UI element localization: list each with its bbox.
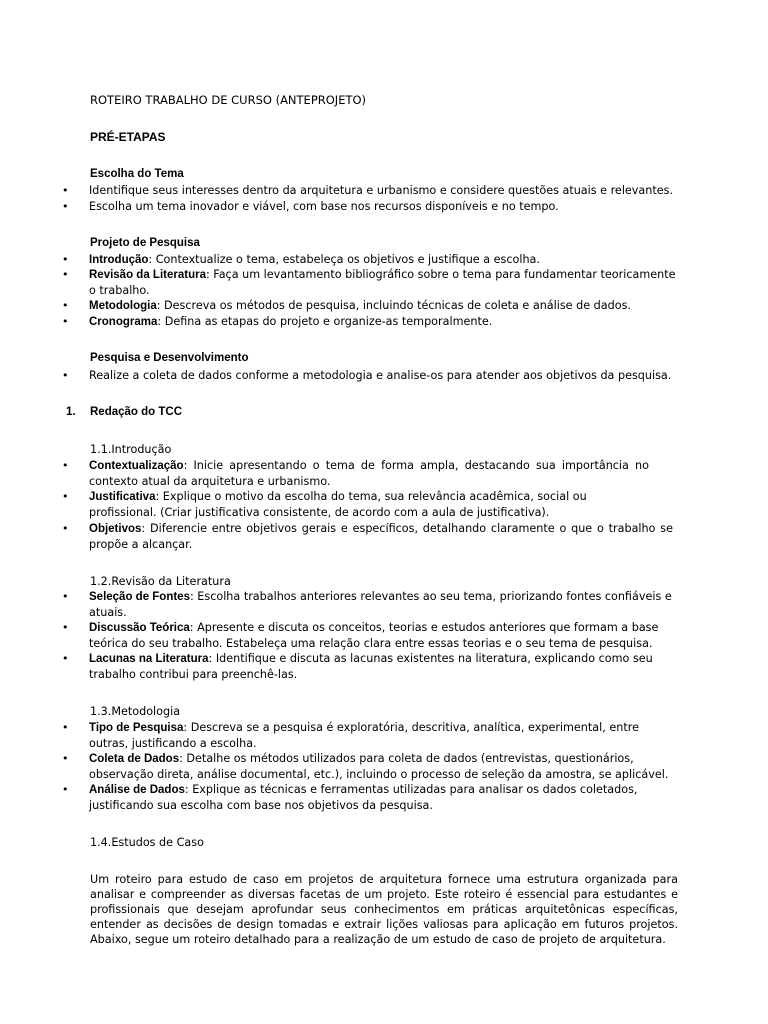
bullet: • [62, 315, 69, 328]
list-item [89, 314, 683, 330]
list-item [89, 521, 673, 552]
item-label: Coleta de Dados [89, 753, 180, 765]
list-item [89, 782, 683, 813]
bullet: • [62, 459, 69, 472]
item-text: : Diferencie entre objetivos gerais e específicos, detalhando claramente o que o trabalho se propõe a alcançar. [89, 522, 673, 551]
escolha-tema-heading: Escolha do Tema [90, 168, 184, 180]
list-item: Escolha um tema inovador e viável, com base nos recursos disponíveis e no tempo. [89, 200, 559, 213]
bullet: • [62, 721, 69, 734]
item-text: : Contextualize o tema, estabeleça os objetivos e justifique a escolha. [148, 253, 540, 266]
item-label: Objetivos [89, 523, 142, 535]
item-label: Análise de Dados [89, 784, 185, 796]
bullet: • [62, 652, 69, 665]
list-item [89, 489, 599, 520]
item-text: : Identifique e discuta as lacunas existentes na literatura, explicando como seu trabalho contribui para preenchê-las. [89, 652, 653, 681]
item-label: Revisão da Literatura [89, 269, 206, 281]
item-text: : Descreva os métodos de pesquisa, incluindo técnicas de coleta e análise de dados. [156, 299, 631, 312]
bullet: • [62, 299, 69, 312]
item-text: : Apresente e discuta os conceitos, teorias e estudos anteriores que formam a base teórica do seu trabalho. Estabeleça uma relação clara entre essas teorias e o seu tema de pesquisa. [89, 621, 659, 650]
section-number: 1. [66, 406, 76, 418]
item-text: : Explique as técnicas e ferramentas utilizadas para analisar os dados coletados, justificando sua escolha com base nos objetivos da pesquisa. [89, 783, 638, 812]
item-label: Cronograma [89, 316, 158, 328]
bullet: • [62, 268, 69, 281]
list-item [89, 720, 659, 751]
projeto-pesquisa-heading: Projeto de Pesquisa [90, 237, 200, 249]
list-item: Identifique seus interesses dentro da arquitetura e urbanismo e considere questões atuais e relevantes. [89, 184, 674, 197]
revisao-heading: 1.2.Revisão da Literatura [90, 575, 231, 588]
bullet: • [62, 369, 69, 382]
bullet: • [62, 590, 69, 603]
redacao-heading: Redação do TCC [90, 406, 183, 418]
item-label: Contextualização [89, 460, 184, 472]
item-label: Seleção de Fontes [89, 591, 190, 603]
pre-etapas-heading: PRÉ-ETAPAS [90, 130, 166, 144]
estudos-caso-heading: 1.4.Estudos de Caso [90, 836, 204, 849]
list-item [89, 620, 683, 651]
bullet: • [62, 752, 69, 765]
list-item [89, 751, 683, 782]
list-item [89, 267, 683, 298]
item-text: : Defina as etapas do projeto e organize-as temporalmente. [157, 315, 493, 328]
introducao-heading: 1.1.Introdução [90, 443, 172, 456]
bullet: • [62, 184, 69, 197]
metodologia-heading: 1.3.Metodologia [90, 705, 181, 718]
document-title: ROTEIRO TRABALHO DE CURSO (ANTEPROJETO) [90, 93, 367, 107]
item-label: Tipo de Pesquisa [89, 722, 184, 734]
bullet: • [62, 783, 69, 796]
bullet: • [62, 490, 69, 503]
item-text: : Descreva se a pesquisa é exploratória, descritiva, analítica, experimental, entre outras, justificando a escolha. [89, 721, 639, 750]
bullet: • [62, 253, 69, 266]
item-label: Lacunas na Literatura [89, 653, 209, 665]
list-item [89, 651, 683, 682]
item-label: Justificativa [89, 491, 156, 503]
bullet: • [62, 200, 69, 213]
list-item [89, 298, 683, 314]
list-item [89, 252, 683, 268]
list-item: Realize a coleta de dados conforme a metodologia e analise-os para atender aos objetivos da pesquisa. [89, 369, 672, 382]
list-item [89, 589, 683, 620]
estudos-caso-paragraph: Um roteiro para estudo de caso em projetos de arquitetura fornece uma estrutura organizada para analisar e compreender as diversas facetas de um projeto. Este roteiro é essencial para estudantes e profissionais que desejam aprofundar seus conhecimentos em práticas arquitetônicas específicas, entender as decisões de design tomadas e extrair lições valiosas para aplicação em futuros projetos. Abaixo, segue um roteiro detalhado para a realização de um estudo de caso de projeto de arquitetura. [90, 873, 678, 946]
item-label: Discussão Teórica [89, 622, 190, 634]
item-label: Introdução [89, 254, 149, 266]
list-item [89, 458, 649, 489]
item-text: : Escolha trabalhos anteriores relevantes ao seu tema, priorizando fontes confiáveis e atuais. [89, 590, 672, 619]
item-text: : Explique o motivo da escolha do tema, sua relevância acadêmica, social ou profissional. (Criar justificativa consistente, de acordo com a aula de justificativa). [89, 490, 587, 519]
item-text: : Detalhe os métodos utilizados para coleta de dados (entrevistas, questionários, observação direta, análise documental, etc.), incluindo o processo de seleção da amostra, se aplicável. [89, 752, 669, 781]
item-label: Metodologia [89, 300, 157, 312]
item-text: : Faça um levantamento bibliográfico sobre o tema para fundamentar teoricamente o trabalho. [89, 268, 676, 297]
bullet: • [62, 522, 69, 535]
item-text: : Inicie apresentando o tema de forma ampla, destacando sua importância no contexto atual da arquitetura e urbanismo. [89, 459, 649, 488]
bullet: • [62, 621, 69, 634]
pesquisa-desenvolvimento-heading: Pesquisa e Desenvolvimento [90, 352, 249, 364]
